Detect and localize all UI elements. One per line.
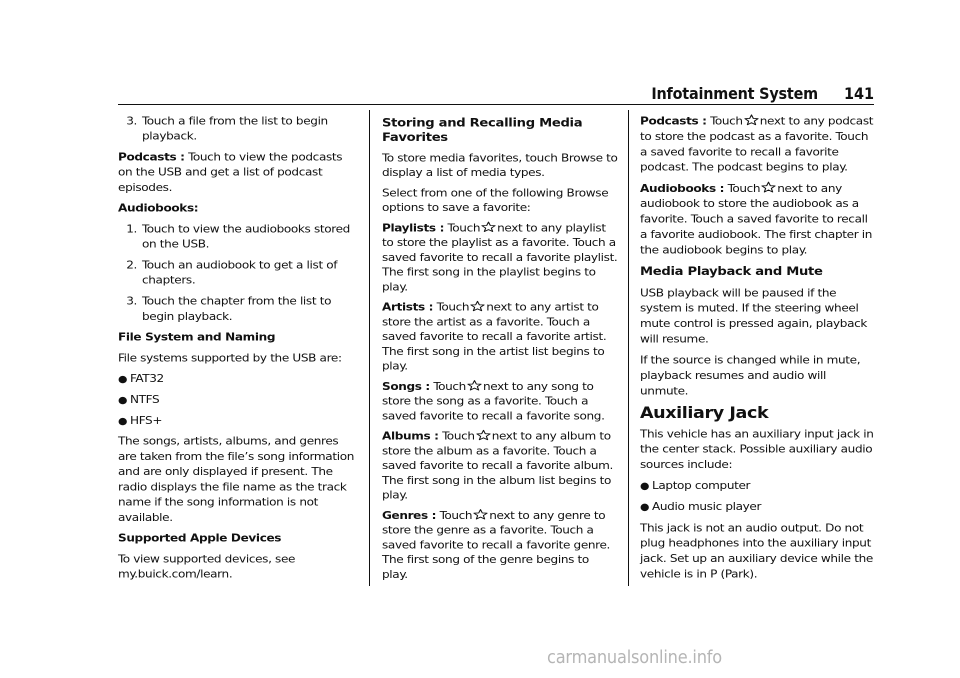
star-icon [470, 300, 485, 311]
item-label: Songs : [382, 381, 430, 393]
apple-devices-text: To view supported devices, see my.buick.com/learn. [118, 553, 296, 581]
star-icon [467, 380, 482, 391]
favorite-item-artists [382, 300, 618, 374]
list-item-text: HFS+ [130, 415, 163, 428]
step-number: 1. [126, 223, 137, 236]
star-icon [476, 429, 491, 440]
touch-word: Touch [710, 115, 743, 128]
favorite-item-songs [382, 380, 618, 424]
item-label: Genres : [382, 510, 437, 522]
step-number: 3. [126, 115, 137, 128]
column-3 [640, 114, 876, 588]
songs-paragraph: The songs, artists, albums, and genres are taken from the file’s song information and are only displayed if present. The radio displays the file name as the track name if the song information is not available. [118, 435, 355, 524]
list-item-text: Audio music player [652, 501, 762, 514]
touch-word: Touch [433, 381, 466, 393]
playback-paragraph-2: If the source is changed while in mute, playback resumes and audio will unmute. [640, 354, 861, 398]
column-divider-1 [369, 110, 370, 586]
favorite-item-playlists [382, 221, 618, 295]
touch-word: Touch [442, 431, 475, 443]
item-text: next to any podcast to store the podcast as a favorite. Touch a saved favorite to recall a favorite podcast. The podcast begins to play. [640, 115, 874, 174]
page-header [651, 84, 874, 103]
podcasts-text: Touch to view the podcasts on the USB and get a list of podcast episodes. [118, 151, 343, 195]
column-divider-2 [628, 110, 629, 586]
file-system-heading: File System and Naming [118, 331, 276, 344]
star-icon [744, 114, 759, 125]
column-2 [382, 114, 618, 588]
list-item-text: FAT32 [130, 373, 164, 386]
step-text: Touch to view the audiobooks stored on the USB. [142, 223, 350, 251]
audiobook-steps [118, 222, 358, 324]
favorite-item-podcasts [640, 114, 876, 176]
touch-word: Touch [727, 182, 761, 196]
star-icon [473, 509, 488, 520]
list-item [118, 372, 358, 387]
aux-paragraph-1: This vehicle has an auxiliary input jack in the center stack. Possible auxiliary audio sources include: [640, 428, 874, 472]
step-text: Touch the chapter from the list to begin playback. [142, 295, 332, 323]
playback-paragraph-1: USB playback will be paused if the system is muted. If the steering wheel mute control is pressed again, playback will resume. [640, 287, 868, 346]
step-item [118, 222, 358, 252]
favorite-item-albums [382, 429, 618, 503]
star-icon [761, 181, 776, 192]
page-number: 141 [843, 84, 874, 103]
step-number: 2. [126, 259, 137, 272]
aux-heading: Auxiliary Jack [640, 403, 769, 422]
item-text: next to any artist to store the artist as a favorite. Touch a saved favorite to recall a favorite artist. The first song in the artist list begins to play. [382, 302, 607, 373]
playback-heading: Media Playback and Mute [640, 264, 823, 279]
step-text: Touch a file from the list to begin playback. [142, 115, 328, 143]
watermark-text: carmanualsonline.info [547, 647, 722, 668]
step-text: Touch an audiobook to get a list of chapters. [142, 259, 338, 287]
touch-word: Touch [447, 222, 481, 235]
item-text: next to any album to store the album as a favorite. Touch a saved favorite to recall a favorite album. The first song in the album list begins to play. [382, 431, 614, 502]
item-label: Playlists : [382, 222, 445, 235]
item-text: next to any playlist to store the playlist as a favorite. Touch a saved favorite to recall a favorite playlist. The first song in the playlist begins to play. [382, 222, 618, 294]
item-label: Audiobooks : [640, 182, 725, 196]
touch-word: Touch [436, 302, 470, 314]
header-rule [118, 104, 874, 105]
step-item [118, 114, 358, 144]
step-item [118, 294, 358, 324]
favorites-select: Select from one of the following Browse options to save a favorite: [382, 187, 609, 215]
apple-devices-heading: Supported Apple Devices [118, 532, 282, 545]
list-item [118, 413, 358, 428]
item-label: Artists : [382, 302, 434, 314]
item-text: next to any genre to store the genre as a favorite. Touch a saved favorite to recall a favorite genre. The first song of the genre begins to play. [382, 510, 611, 581]
aux-source-list [640, 479, 876, 515]
aux-paragraph-2: This jack is not an audio output. Do not plug headphones into the auxiliary input jack. Set up an auxiliary device while the vehicle is in P (Park). [640, 522, 873, 581]
item-text: next to any audiobook to store the audiobook as a favorite. Touch a saved favorite to recall a favorite audiobook. The first chapter in the audiobook begins to play. [640, 182, 873, 257]
list-item [640, 500, 876, 515]
file-system-intro: File systems supported by the USB are: [118, 352, 342, 365]
favorite-item-genres [382, 509, 618, 583]
bullet-icon: ● [640, 501, 650, 513]
audiobooks-label: Audiobooks: [118, 202, 199, 215]
list-item [118, 393, 358, 408]
item-text: next to any song to store the song as a favorite. Touch a saved favorite to recall a favorite song. [382, 381, 605, 423]
bullet-icon: ● [640, 480, 650, 492]
bullet-icon: ● [118, 394, 128, 406]
list-item-text: Laptop computer [652, 480, 751, 493]
favorites-heading: Storing and Recalling Media Favorites [382, 116, 583, 145]
step-number: 3. [126, 295, 137, 308]
item-label: Podcasts : [640, 115, 707, 128]
section-title: Infotainment System [651, 84, 818, 103]
list-item-text: NTFS [130, 394, 160, 407]
file-system-list [118, 372, 358, 429]
podcasts-paragraph [118, 150, 358, 196]
star-icon [481, 221, 496, 232]
touch-word: Touch [439, 510, 473, 522]
step-item [118, 258, 358, 288]
list-item [640, 479, 876, 494]
bullet-icon: ● [118, 415, 128, 427]
favorite-item-audiobooks [640, 181, 876, 258]
favorites-intro: To store media favorites, touch Browse to display a list of media types. [382, 152, 618, 180]
bullet-icon: ● [118, 373, 128, 385]
column-1 [118, 114, 358, 588]
item-label: Albums : [382, 431, 439, 443]
podcasts-label: Podcasts : [118, 151, 185, 164]
